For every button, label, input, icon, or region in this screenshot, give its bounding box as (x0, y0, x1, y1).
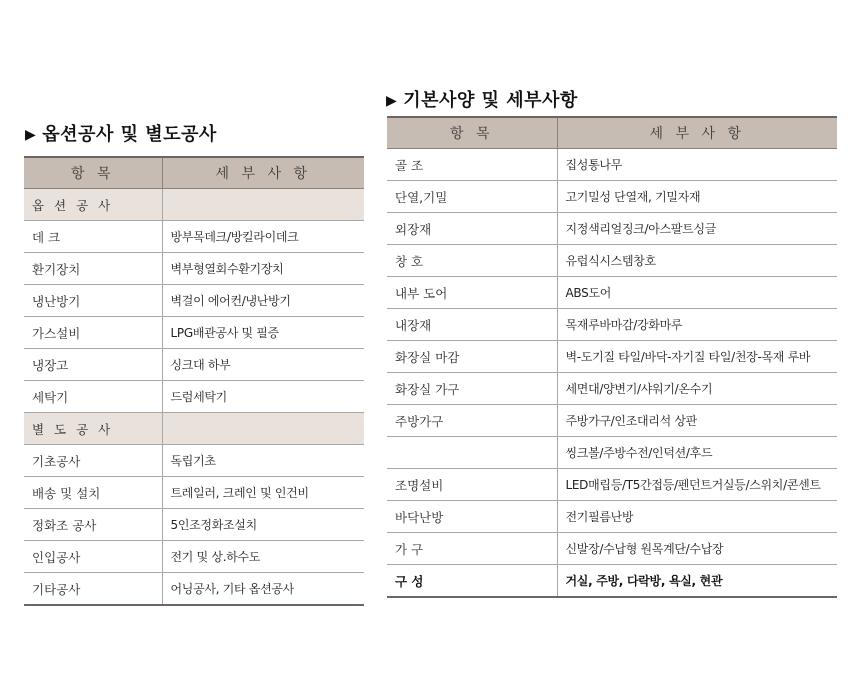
table-row (387, 565, 837, 598)
row-item-cell: 골 조 (387, 149, 557, 181)
row-item-cell: 외장재 (387, 213, 557, 245)
row-item-cell: 주방가구 (387, 405, 557, 437)
row-detail-cell: 고기밀성 단열재, 기밀자재 (557, 181, 837, 213)
basic-spec-section-title (386, 86, 578, 112)
table-row (24, 509, 364, 541)
row-item-cell: 옵 션 공 사 (24, 189, 162, 221)
row-item-cell: 냉난방기 (24, 285, 162, 317)
row-item-cell: 인입공사 (24, 541, 162, 573)
row-detail-cell: 벽걸이 에어컨/냉난방기 (162, 285, 364, 317)
row-detail-cell: ABS도어 (557, 277, 837, 309)
table-row (24, 285, 364, 317)
row-item-cell: 환기장치 (24, 253, 162, 285)
row-detail-cell (162, 413, 364, 445)
table-row (24, 381, 364, 413)
triangle-bullet-icon: ▶ (25, 127, 37, 143)
row-item-cell: 별 도 공 사 (24, 413, 162, 445)
row-item-cell: 기초공사 (24, 445, 162, 477)
row-item-cell: 가 구 (387, 533, 557, 565)
row-item-cell: 가스설비 (24, 317, 162, 349)
row-item-cell: 내장재 (387, 309, 557, 341)
row-detail-cell: 지정색리얼징크/아스팔트싱글 (557, 213, 837, 245)
row-detail-cell: 목재루바마감/강화마루 (557, 309, 837, 341)
row-detail-cell: 전기필름난방 (557, 501, 837, 533)
row-detail-cell: 전기 및 상.하수도 (162, 541, 364, 573)
row-detail-cell: 세면대/양변기/샤워기/온수기 (557, 373, 837, 405)
table-row (387, 213, 837, 245)
table-header-row (24, 157, 364, 189)
table-row (24, 317, 364, 349)
table-row (24, 477, 364, 509)
row-item-cell: 데 크 (24, 221, 162, 253)
triangle-bullet-icon: ▶ (386, 93, 398, 109)
basic-spec-section-title-text: 기본사양 및 세부사항 (403, 90, 578, 111)
table-row (387, 245, 837, 277)
row-detail-cell: 거실, 주방, 다락방, 욕실, 현관 (557, 565, 837, 598)
row-detail-cell: 벽부형열회수환기장치 (162, 253, 364, 285)
row-item-cell: 정화조 공사 (24, 509, 162, 541)
row-item-cell: 기타공사 (24, 573, 162, 606)
option-section-title-text: 옵션공사 및 별도공사 (42, 124, 217, 145)
row-detail-cell: LED매립등/T5간접등/펜던트거실등/스위치/콘센트 (557, 469, 837, 501)
table-row (24, 221, 364, 253)
row-item-cell (387, 437, 557, 469)
row-item-cell: 내부 도어 (387, 277, 557, 309)
row-item-cell: 세탁기 (24, 381, 162, 413)
table-row (387, 469, 837, 501)
option-section-title (25, 120, 217, 146)
row-detail-cell (162, 189, 364, 221)
option-table (24, 156, 364, 606)
row-detail-cell: LPG배관공사 및 필증 (162, 317, 364, 349)
row-item-cell: 냉장고 (24, 349, 162, 381)
row-item-cell: 구 성 (387, 565, 557, 598)
table-row (387, 533, 837, 565)
row-item-cell: 바닥난방 (387, 501, 557, 533)
row-detail-cell: 벽-도기질 타일/바닥-자기질 타일/천장-목재 루바 (557, 341, 837, 373)
table-row (387, 149, 837, 181)
table-row (387, 181, 837, 213)
row-item-cell: 화장실 마감 (387, 341, 557, 373)
table-row (24, 573, 364, 606)
table-row (387, 277, 837, 309)
row-detail-cell: 유럽식시스템창호 (557, 245, 837, 277)
table-row (24, 253, 364, 285)
column-header-item: 항 목 (24, 157, 162, 189)
basic-spec-table (387, 116, 837, 598)
row-item-cell: 조명설비 (387, 469, 557, 501)
row-detail-cell: 독립기초 (162, 445, 364, 477)
table-row (24, 349, 364, 381)
column-header-item: 항 목 (387, 117, 557, 149)
row-detail-cell: 싱크대 하부 (162, 349, 364, 381)
table-row (387, 501, 837, 533)
table-row (387, 437, 837, 469)
row-detail-cell: 어닝공사, 기타 옵션공사 (162, 573, 364, 606)
row-detail-cell: 5인조정화조설치 (162, 509, 364, 541)
row-detail-cell: 방부목데크/방킬라이데크 (162, 221, 364, 253)
column-header-detail: 세 부 사 항 (162, 157, 364, 189)
row-item-cell: 화장실 가구 (387, 373, 557, 405)
table-row (387, 373, 837, 405)
group-header-row (24, 189, 364, 221)
column-header-detail: 세 부 사 항 (557, 117, 837, 149)
row-item-cell: 단열,기밀 (387, 181, 557, 213)
table-row (24, 445, 364, 477)
group-header-row (24, 413, 364, 445)
row-detail-cell: 트레일러, 크레인 및 인건비 (162, 477, 364, 509)
table-header-row (387, 117, 837, 149)
row-item-cell: 창 호 (387, 245, 557, 277)
table-row (387, 405, 837, 437)
row-detail-cell: 집성통나무 (557, 149, 837, 181)
table-row (387, 341, 837, 373)
table-row (387, 309, 837, 341)
row-detail-cell: 주방가구/인조대리석 상판 (557, 405, 837, 437)
row-detail-cell: 신발장/수납형 원목계단/수납장 (557, 533, 837, 565)
row-item-cell: 배송 및 설치 (24, 477, 162, 509)
table-row (24, 541, 364, 573)
row-detail-cell: 씽크볼/주방수전/인덕션/후드 (557, 437, 837, 469)
row-detail-cell: 드럼세탁기 (162, 381, 364, 413)
